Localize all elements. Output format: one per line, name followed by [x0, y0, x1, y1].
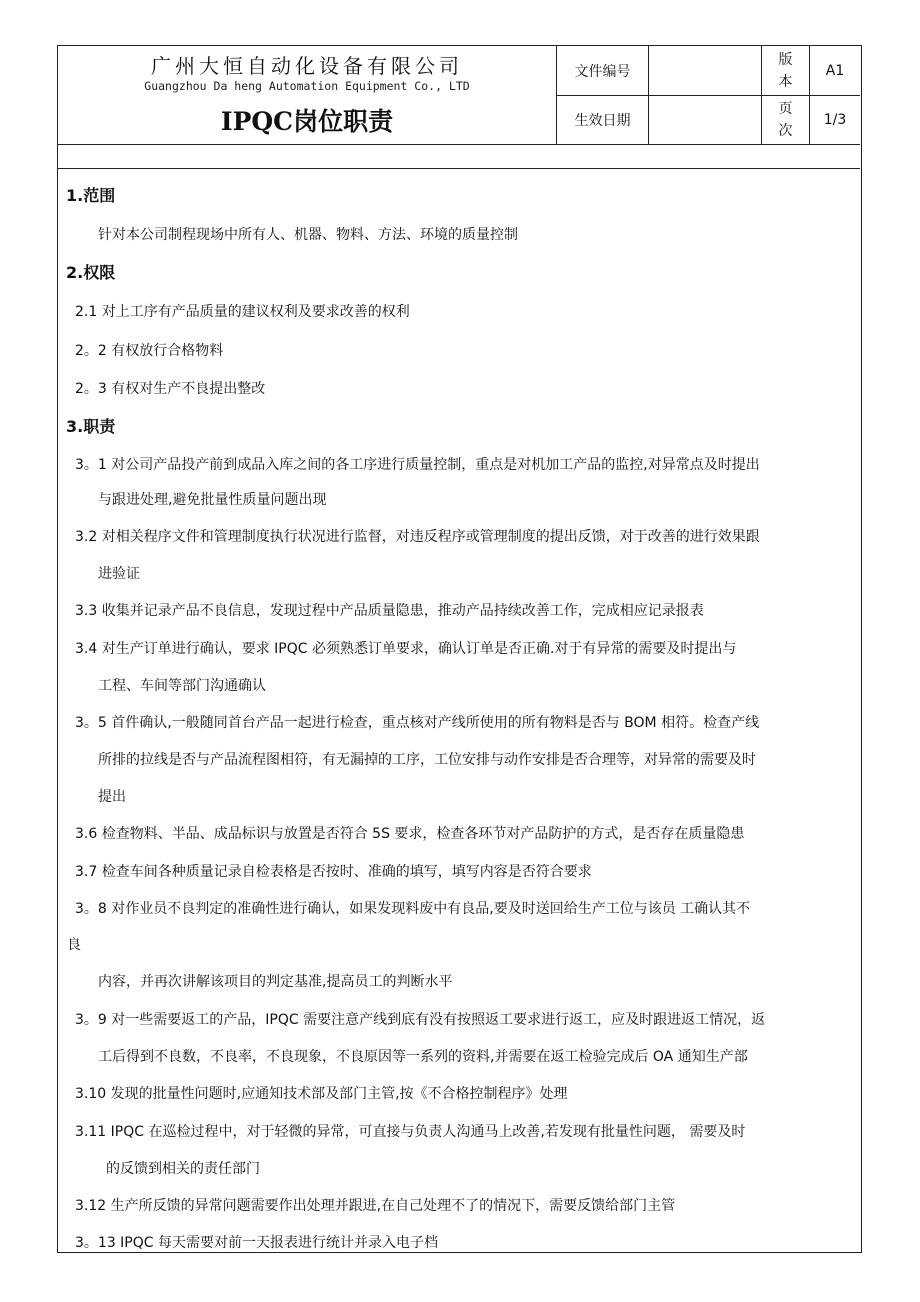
company-name-en: Guangzhou Da heng Automation Equipment Co., LTD	[144, 79, 470, 93]
section-3-3: 3.3 收集并记录产品不良信息，发现过程中产品质量隐患，推动产品持续改善工作，完成相应记录报表	[75, 603, 704, 619]
page-label-line-2: 次	[778, 123, 793, 139]
section-3-1-line-2: 与跟进处理,避免批量性质量问题出现	[98, 492, 327, 508]
section-2-1: 2.1 对上工序有产品质量的建议权利及要求改善的权利	[75, 304, 410, 320]
file-number-label: 文件编号	[574, 63, 631, 80]
section-1-title: 1.范围	[66, 186, 116, 205]
section-2-3: 2。3 有权对生产不良提出整改	[75, 381, 266, 397]
section-3-2-line-2: 进验证	[98, 566, 140, 582]
effective-date-label: 生效日期	[574, 113, 631, 129]
section-3-5-line-2: 所排的拉线是否与产品流程图相符，有无漏掉的工序，工位安排与动作安排是否合理等，对异常的需要及时	[98, 752, 756, 768]
page-label-line-1: 页	[778, 101, 793, 117]
version-label	[762, 46, 809, 95]
section-3-title: 3.职责	[66, 417, 116, 436]
section-3-13: 3。13 IPQC 每天需要对前一天报表进行统计并录入电子档	[75, 1235, 438, 1251]
version-label-line-2: 本	[778, 73, 793, 90]
version-label-line-1: 版	[778, 51, 793, 68]
section-3-5-line-3: 提出	[98, 789, 126, 805]
section-1-text: 针对本公司制程现场中所有人、机器、物料、方法、环境的质量控制	[98, 227, 518, 243]
page-value: 1/3	[823, 112, 847, 128]
page-label	[762, 96, 809, 144]
section-2-2: 2。2 有权放行合格物料	[75, 343, 224, 359]
section-3-11-line-1: 3.11 IPQC 在巡检过程中，对于轻微的异常，可直接与负责人沟通马上改善,若发现有批量性问题， 需要及时	[75, 1124, 746, 1140]
version-value: A1	[825, 62, 845, 79]
effective-date-value	[649, 96, 761, 144]
section-3-10: 3.10 发现的批量性问题时,应通知技术部及部门主管,按《不合格控制程序》处理	[75, 1086, 568, 1102]
section-3-4-line-2: 工程、车间等部门沟通确认	[98, 678, 266, 694]
section-3-6: 3.6 检查物料、半品、成品标识与放置是否符合 5S 要求，检查各环节对产品防护的方式，是否存在质量隐患	[75, 826, 745, 842]
section-3-9-line-2: 工后得到不良数，不良率，不良现象，不良原因等一系列的资料,并需要在返工检验完成后 OA 通知生产部	[98, 1049, 748, 1065]
section-3-5-line-1: 3。5 首件确认,一般随同首台产品一起进行检查，重点核对产线所使用的所有物料是否与 BOM 相符。检查产线	[75, 715, 760, 731]
section-3-12: 3.12 生产所反馈的异常问题需要作出处理并跟进,在自己处理不了的情况下，需要反馈给部门主管	[75, 1198, 676, 1214]
document-frame	[57, 45, 862, 1253]
blank-row-divider	[58, 168, 860, 169]
document-title: IPQC岗位职责	[220, 107, 394, 136]
company-name-cn: 广州大恒自动化设备有限公司	[151, 54, 463, 78]
file-number-value	[649, 46, 761, 95]
section-3-8-line-3: 内容，并再次讲解该项目的判定基准,提高员工的判断水平	[98, 974, 453, 990]
section-3-8-line-2: 良	[67, 937, 81, 953]
section-2-title: 2.权限	[66, 263, 116, 282]
section-3-7: 3.7 检查车间各种质量记录自检表格是否按时、准确的填写，填写内容是否符合要求	[75, 864, 592, 880]
section-3-2-line-1: 3.2 对相关程序文件和管理制度执行状况进行监督，对违反程序或管理制度的提出反馈，对于改善的进行效果跟	[75, 529, 760, 545]
section-3-9-line-1: 3。9 对一些需要返工的产品，IPQC 需要注意产线到底有没有按照返工要求进行返工，应及时跟进返工情况，返	[75, 1012, 766, 1028]
section-3-11-line-2: 的反馈到相关的责任部门	[106, 1161, 260, 1177]
section-3-4-line-1: 3.4 对生产订单进行确认，要求 IPQC 必须熟悉订单要求，确认订单是否正确.对于有异常的需要及时提出与	[75, 641, 737, 657]
header-divider-bottom	[58, 144, 860, 145]
section-3-8-line-1: 3。8 对作业员不良判定的准确性进行确认，如果发现料废中有良品,要及时送回给生产工位与该员 工确认其不	[75, 901, 751, 917]
section-3-1-line-1: 3。1 对公司产品投产前到成品入库之间的各工序进行质量控制，重点是对机加工产品的监控,对异常点及时提出	[75, 457, 760, 473]
